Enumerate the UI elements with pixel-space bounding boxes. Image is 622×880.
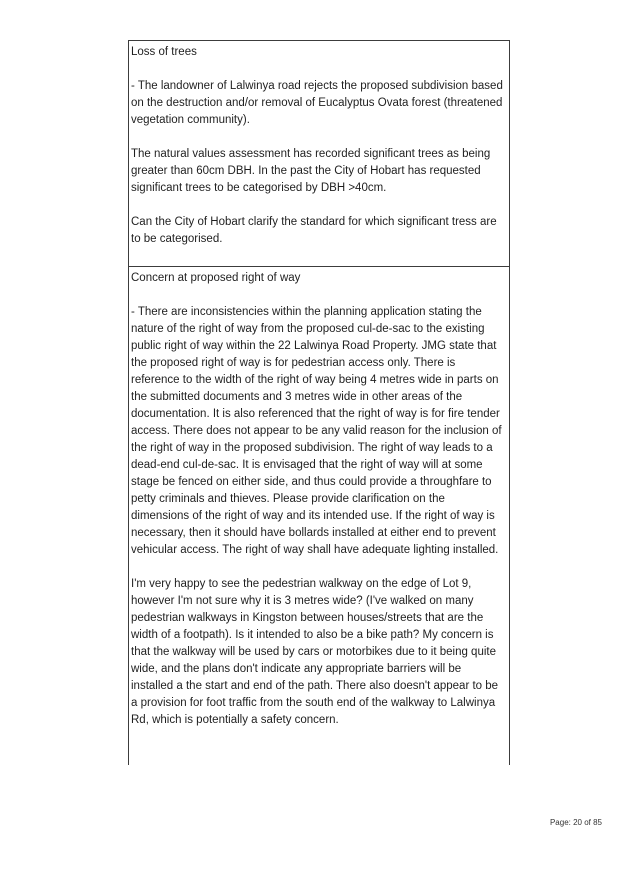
paragraph: - The landowner of Lalwinya road rejects the proposed subdivision based on the destruction and/or removal of Eucalyptus Ovata forest (threatened vegetation community). xyxy=(131,80,503,126)
section-title: Loss of trees xyxy=(131,46,197,58)
page-number: Page: 20 of 85 xyxy=(549,818,602,827)
paragraph: - There are inconsistencies within the planning application stating the nature of the right of way from the proposed cul-de-sac to the existing public right of way within the 22 Lalwinya Road Property. JMG state that the proposed right of way is for pedestrian access only. There is reference to the width of the right of way being 4 metres wide in parts on the submitted documents and 3 metres wide in other areas of the documentation. It is also referenced that the right of way is for fire tender access. There does not appear to be any valid reason for the inclusion of the right of way in the proposed subdivision. The right of way leads to a dead-end cul-de-sac. It is envisaged that the right of way will at some stage be fenced on either side, and thus could provide a throughfare to petty criminals and thieves. Please provide clarification on the dimensions of the right of way and its intended use. If the right of way is necessary, then it should have bollards installed at either end to prevent vehicular access. The right of way shall have adequate lighting installed. xyxy=(131,306,502,556)
paragraph: Can the City of Hobart clarify the standard for which significant tress are to be categorised. xyxy=(131,216,497,245)
comment-cell-loss-of-trees xyxy=(128,40,510,267)
comment-cell-right-of-way xyxy=(128,267,510,765)
paragraph: I'm very happy to see the pedestrian walkway on the edge of Lot 9, however I'm not sure why it is 3 metres wide? (I've walked on many pedestrian walkways in Kingston between houses/streets that are the width of a footpath). Is it intended to also be a bike path? My concern is that the walkway will be used by cars or motorbikes due to it being quite wide, and the plans don't indicate any appropriate barriers will be installed a the start and end of the path. There also doesn't appear to be a provision for foot traffic from the south end of the walkway to Lalwinya Rd, which is potentially a safety concern. xyxy=(131,578,499,726)
section-title: Concern at proposed right of way xyxy=(131,272,301,284)
paragraph: The natural values assessment has recorded significant trees as being greater than 60cm DBH. In the past the City of Hobart has requested significant trees to be categorised by DBH >40cm. xyxy=(131,148,491,194)
